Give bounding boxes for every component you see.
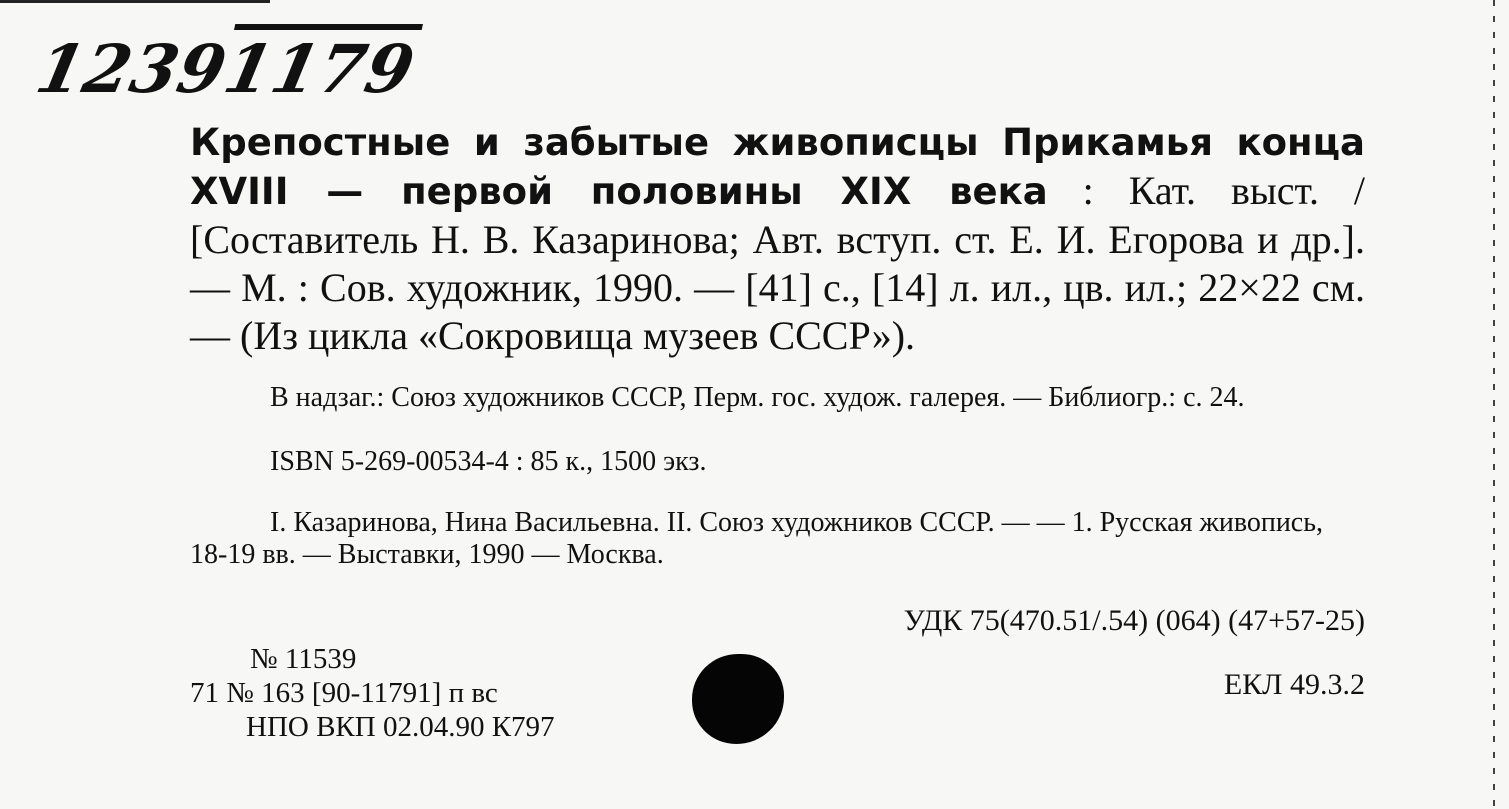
subject-tracing: I. Казаринова, Нина Васильевна. II. Союз художников СССР. — — 1. Русская живопись, 18-19 вв. — Выставки, 1990 — Москва. xyxy=(190,507,1324,570)
card-top-edge xyxy=(0,0,270,3)
card-right-edge xyxy=(1493,0,1495,809)
registry-line-1: № 11539 xyxy=(250,643,357,675)
udk-code: УДК 75(470.51/.54) (064) (47+57-25) xyxy=(903,604,1365,637)
isbn-line: ISBN 5-269-00534-4 : 85 к., 1500 экз. xyxy=(270,446,707,477)
call-number-first: 1239 xyxy=(29,30,234,108)
ekl-code: ЕКЛ 49.3.2 xyxy=(1223,668,1365,701)
call-number-second: 1179 xyxy=(217,30,422,108)
handwritten-call-number xyxy=(30,30,422,108)
header-note: В надзаг.: Союз художников СССР, Перм. гос. худож. галерея. — Библиогр.: с. 24. xyxy=(270,382,1245,413)
bibliographic-description xyxy=(190,118,1365,360)
registry-line-3: НПО ВКП 02.04.90 К797 xyxy=(246,711,555,743)
registry-block xyxy=(190,642,555,744)
title-bold: Крепостные и забытые живописцы Прикамья конца XVIII — первой половины XIX века xyxy=(190,121,1365,213)
registry-line-2: 71 № 163 [90-11791] п вс xyxy=(190,677,498,709)
title-rest: : Кат. выст. / [Составитель Н. В. Казаринова; Авт. вступ. ст. Е. И. Егорова и др.]. — М. : Сов. художник, 1990. — [41] с., [14] л. ил., цв. ил.; 22×22 см. — (Из цикла «Сокровища музеев СССР»). xyxy=(190,168,1366,358)
punch-hole xyxy=(692,654,784,744)
